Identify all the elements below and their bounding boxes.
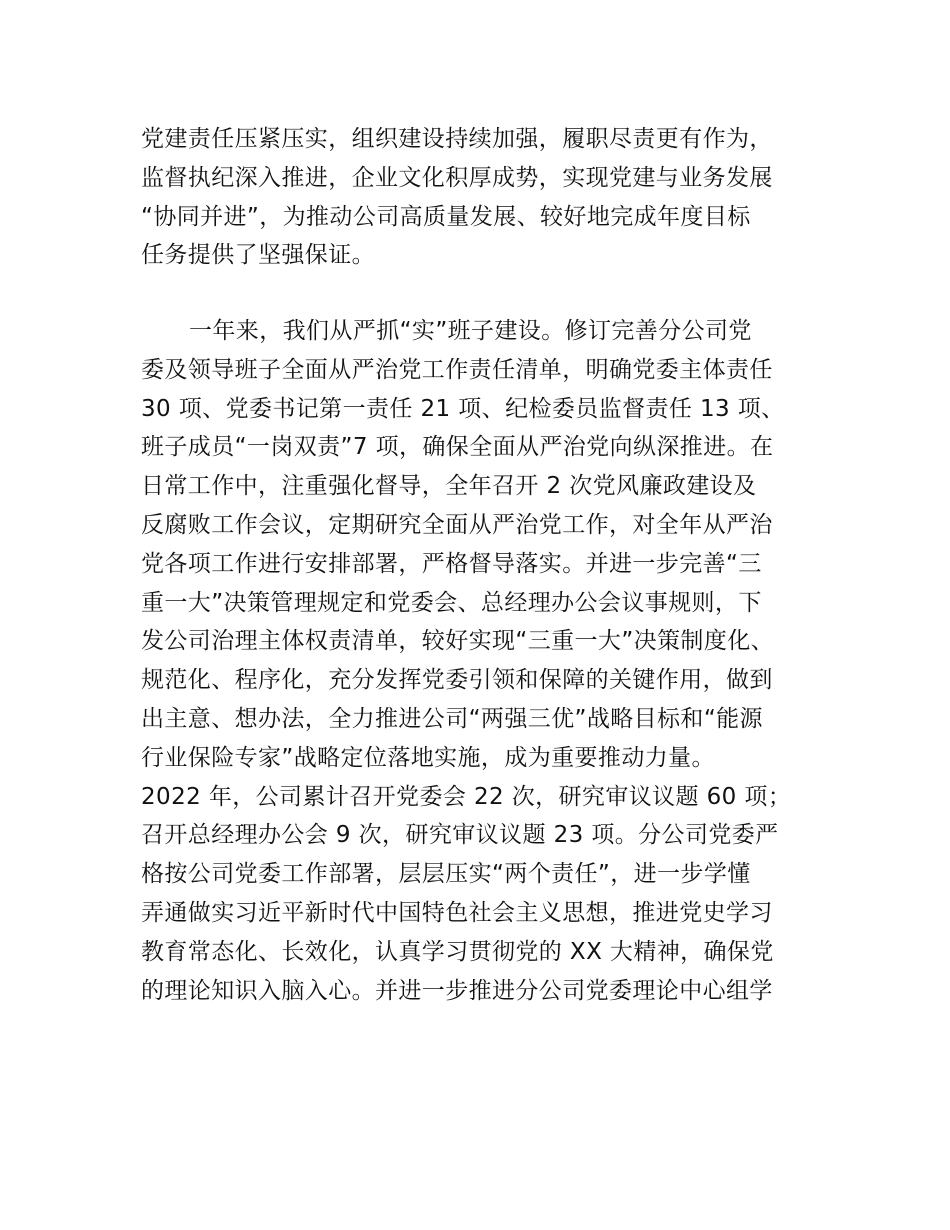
paragraph-line: 任务提供了坚强保证。	[141, 242, 375, 269]
paragraph-1	[141, 120, 831, 275]
paragraph-line: “协同并进”，为推动公司高质量发展、较好地完成年度目标	[141, 203, 751, 230]
paragraph-line: 弄通做实习近平新时代中国特色社会主义思想，推进党史学习	[141, 899, 773, 926]
paragraph-line: 行业保险专家”战略定位落地实施，成为重要推动力量。	[141, 744, 715, 771]
paragraph-line: 发公司治理主体权责清单，较好实现“三重一大”决策制度化、	[141, 628, 775, 655]
paragraph-line: 党各项工作进行安排部署，严格督导落实。并进一步完善“三	[141, 550, 762, 577]
paragraph-line: 委及领导班子全面从严治党工作责任清单，明确党委主体责任	[141, 356, 773, 383]
paragraph-line: 教育常态化、长效化，认真学习贯彻党的 XX 大精神，确保党	[141, 938, 774, 965]
paragraph-2	[141, 312, 831, 1010]
paragraph-line: 监督执纪深入推进，企业文化积厚成势，实现党建与业务发展	[141, 164, 773, 191]
paragraph-line: 班子成员“一岗双责”7 项，确保全面从严治党向纵深推进。在	[141, 434, 774, 461]
paragraph-line: 规范化、程序化，充分发挥党委引领和保障的关键作用，做到	[141, 667, 773, 694]
paragraph-line: 2022 年，公司累计召开党委会 22 次，研究审议议题 60 项；	[141, 783, 792, 810]
paragraph-line: 一年来，我们从严抓“实”班子建设。修订完善分公司党	[189, 318, 752, 344]
paragraph-line: 重一大”决策管理规定和党委会、总经理办公会议事规则，下	[141, 589, 762, 616]
paragraph-line: 党建责任压紧压实，组织建设持续加强，履职尽责更有作为，	[141, 126, 773, 152]
paragraph-line: 日常工作中，注重强化督导，全年召开 2 次党风廉政建设及	[141, 473, 757, 500]
paragraph-line: 的理论知识入脑入心。并进一步推进分公司党委理论中心组学	[141, 977, 773, 1004]
paragraph-line: 30 项、党委书记第一责任 21 项、纪检委员监督责任 13 项、	[141, 395, 785, 422]
paragraph-line: 出主意、想办法，全力推进公司“两强三优”战略目标和“能源	[141, 705, 763, 732]
paragraph-line: 反腐败工作会议，定期研究全面从严治党工作，对全年从严治	[141, 511, 773, 538]
paragraph-line: 召开总经理办公会 9 次，研究审议议题 23 项。分公司党委严	[141, 822, 779, 849]
paragraph-line: 格按公司党委工作部署，层层压实“两个责任”，进一步学懂	[141, 861, 751, 888]
